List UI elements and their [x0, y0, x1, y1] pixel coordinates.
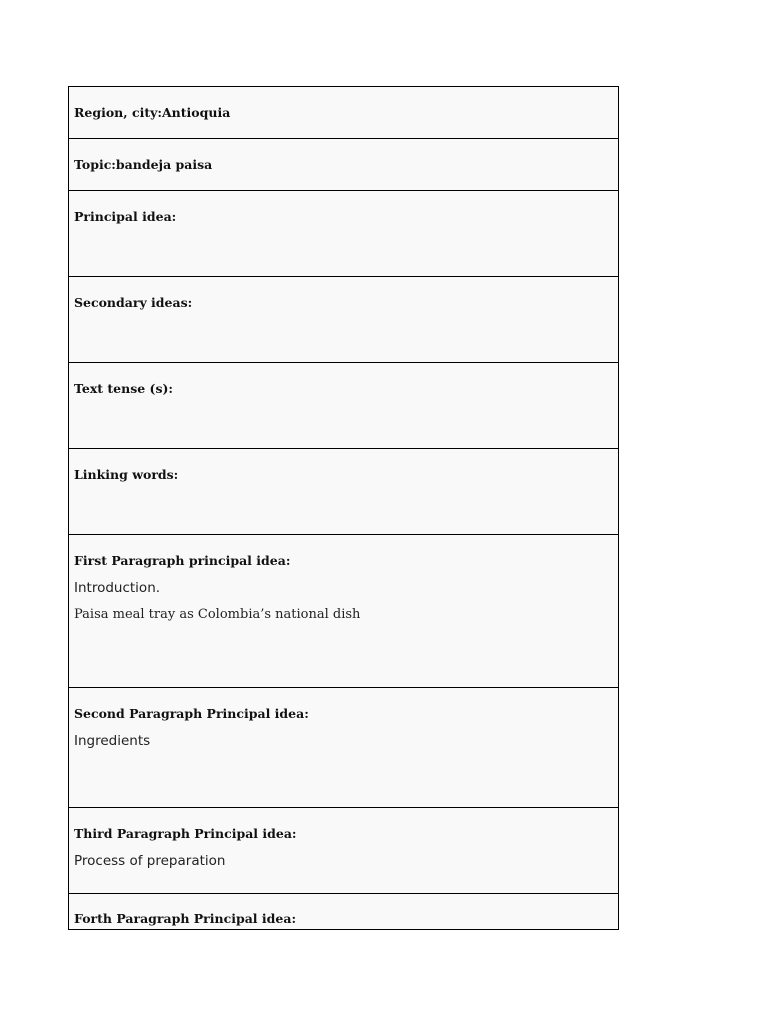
text-tense-label: Text tense (s):	[74, 381, 174, 396]
third-paragraph-row	[69, 808, 618, 894]
third-paragraph-preparation: Process of preparation	[74, 853, 226, 869]
second-paragraph-row	[69, 688, 618, 808]
fourth-paragraph-row	[69, 894, 618, 929]
region-label: Region, city:Antioquia	[74, 105, 231, 120]
second-paragraph-label: Second Paragraph Principal idea:	[74, 706, 309, 721]
first-paragraph-introduction: Introduction.	[74, 580, 161, 596]
worksheet-table	[68, 86, 619, 930]
first-paragraph-detail: Paisa meal tray as Colombia’s national dish	[74, 607, 361, 622]
secondary-ideas-row	[69, 277, 618, 363]
secondary-ideas-label: Secondary ideas:	[74, 295, 193, 310]
linking-words-row	[69, 449, 618, 535]
first-paragraph-row	[69, 535, 618, 688]
first-paragraph-label: First Paragraph principal idea:	[74, 553, 291, 568]
principal-idea-label: Principal idea:	[74, 209, 177, 224]
third-paragraph-label: Third Paragraph Principal idea:	[74, 826, 297, 841]
topic-row	[69, 139, 618, 191]
region-row	[69, 87, 618, 139]
linking-words-label: Linking words:	[74, 467, 179, 482]
topic-label: Topic:bandeja paisa	[74, 157, 213, 172]
principal-idea-row	[69, 191, 618, 277]
second-paragraph-ingredients: Ingredients	[74, 733, 151, 749]
text-tense-row	[69, 363, 618, 449]
fourth-paragraph-label: Forth Paragraph Principal idea:	[74, 911, 297, 926]
